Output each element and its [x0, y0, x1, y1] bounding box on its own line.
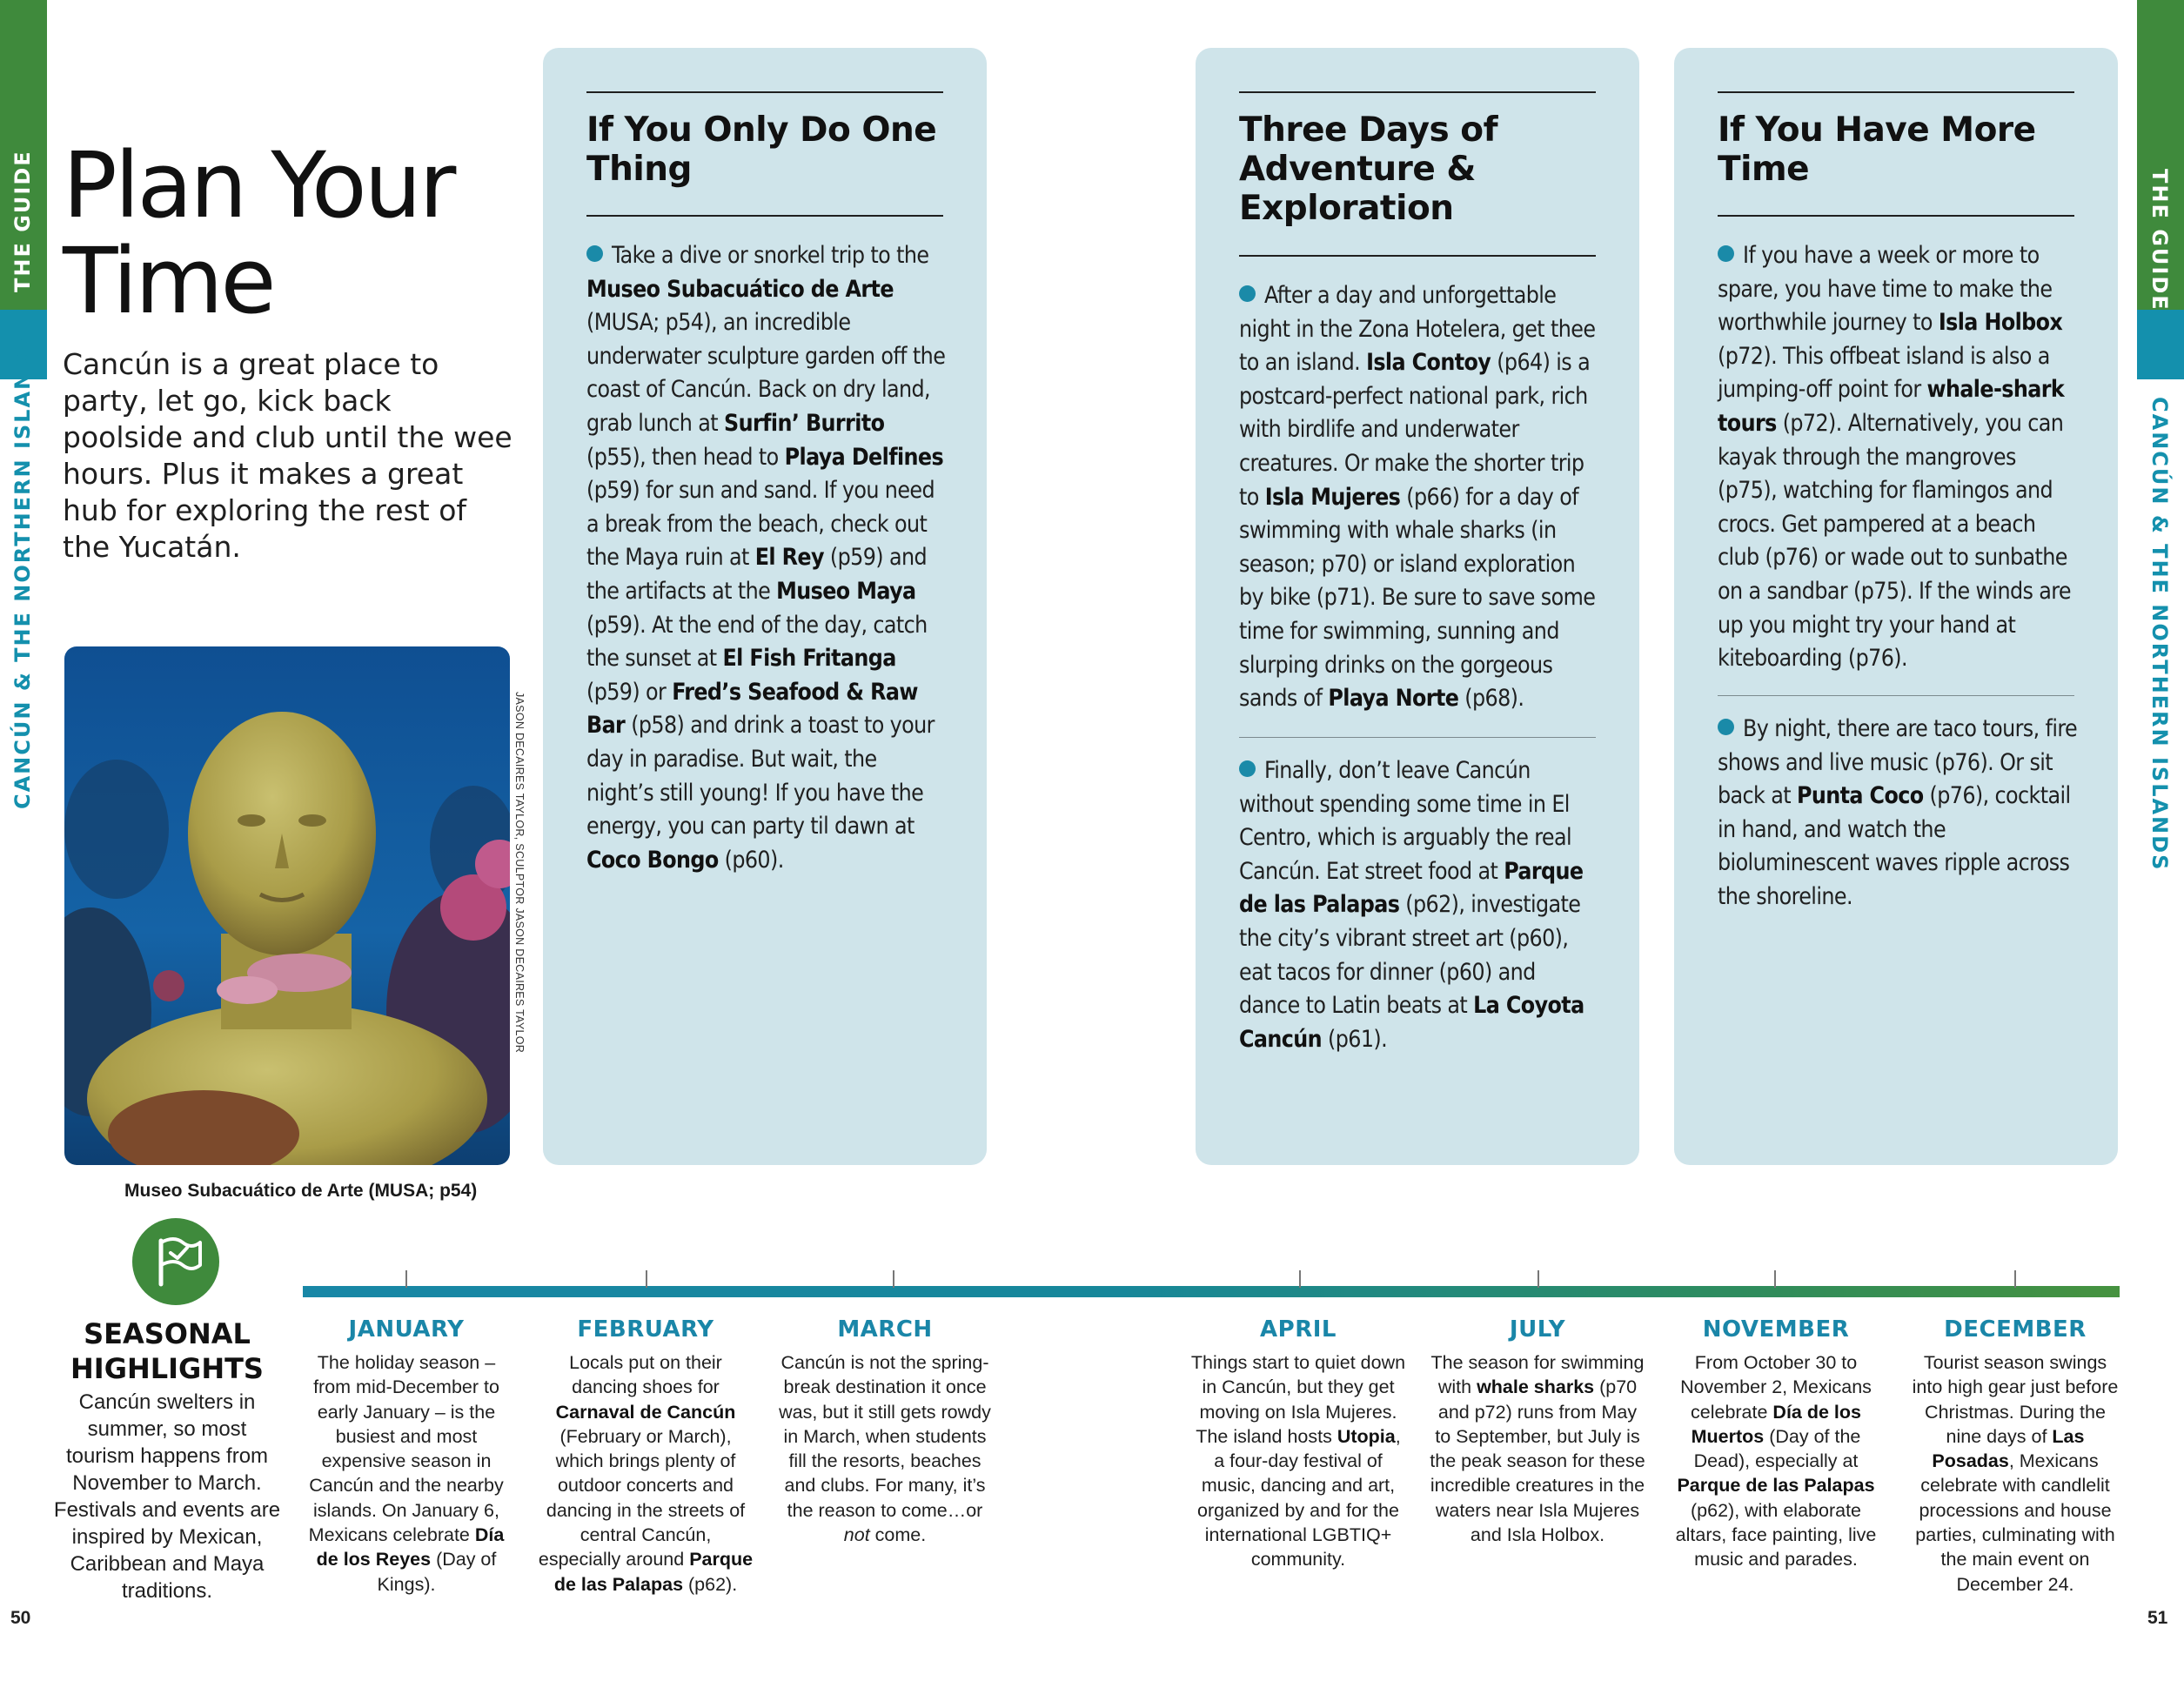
page-number-left: 50 — [10, 1608, 31, 1628]
flag-icon — [132, 1218, 219, 1305]
paragraph-divider — [1718, 695, 2074, 696]
card-paragraph — [1239, 754, 1601, 1056]
page-title — [63, 132, 454, 334]
right-chapter-label: CANCÚN & THE NORTHERN ISLANDS — [2147, 397, 2172, 872]
card-paragraph — [586, 239, 948, 877]
card-paragraph-text: Take a dive or snorkel trip to the Museo Subacuático de Arte (MUSA; p54), an incredible underwater sculpture garden off the coast of Cancún. Back on dry land, grab lunch at Surfin’ Burrito (p55), then head to Playa Delfines (p59) for sun and sand. If you need a break from the beach, check out the Maya ruin at El Rey (p59) and the artifacts at the Museo Maya (p59). At the end of the day, catch the sunset at El Fish Fritanga (p59) or Fred’s Seafood & Raw Bar (p58) and drink a toast to your day in paradise. But wait, the night’s still young! If you have the energy, you can party til dawn at Coco Bongo (p60). — [586, 242, 946, 874]
month-text: The holiday season – from mid-December to early January – is the busiest and most expensive season in Cancún and the nearby islands. On January 6, Mexicans celebrate Día de los Reyes (Day of Kings). — [308, 1352, 505, 1595]
month-heading: NOVEMBER — [1702, 1316, 1850, 1343]
card-title-rule — [1718, 215, 2074, 217]
card-more-time — [1674, 48, 2118, 1165]
card-title-rule — [1239, 255, 1596, 257]
card-paragraph-text: Finally, don’t leave Cancún without spending some time in El Centro, which is arguably the real Cancún. Eat street food at Parque de las Palapas (p62), investigate the city’s vibrant street art (p60), eat tacos for dinner (p60) and dance to Latin beats at La Coyota Cancún (p61). — [1239, 757, 1584, 1053]
right-chapter-tab-marker — [2137, 310, 2184, 379]
left-section-label: THE GUIDE — [10, 150, 35, 292]
timeline-bar — [303, 1286, 2120, 1297]
card-paragraph-text: If you have a week or more to spare, you have time to make the worthwhile journey to Isla Holbox (p72). This offbeat island is also a jumping-off point for whale-shark tours (p72). Alternatively, you can kayak through the mangroves (p75), watching for flamingos and crocs. Get pampered at a beach club (p76) or wade out to sunbathe on a sandbar (p75). If the winds are up you might try your hand at kiteboarding (p76). — [1718, 242, 2071, 673]
month-text: Cancún is not the spring-break destination it once was, but it still gets rowdy in March, when students fill the resorts, beaches and clubs. For many, it’s the reason to come…or not come. — [779, 1352, 991, 1546]
bullet-icon — [1239, 285, 1256, 302]
card-top-rule — [586, 91, 943, 93]
month-text: Things start to quiet down in Cancún, but they get moving on Isla Mujeres. The island hosts Utopia, a four-day festival of music, dancing and art, organized by and for the international LGBTIQ+ community. — [1190, 1352, 1406, 1570]
paragraph-divider — [1239, 737, 1596, 738]
bullet-icon — [1239, 760, 1256, 777]
card-paragraph — [1718, 239, 2080, 676]
timeline-tick — [2014, 1270, 2016, 1288]
month-heading: JULY — [1509, 1316, 1566, 1343]
month-heading: DECEMBER — [1944, 1316, 2087, 1343]
bullet-icon — [1718, 245, 1734, 262]
month-heading: FEBRUARY — [577, 1316, 714, 1343]
card-title: Three Days of Adventure & Exploration — [1239, 111, 1498, 228]
card-paragraph — [1239, 279, 1601, 716]
bullet-icon — [586, 245, 603, 262]
timeline-tick — [1538, 1270, 1539, 1288]
seasonal-highlights-intro: Cancún swelters in summer, so most tourism happens from November to March. Festivals and events are inspired by Mexican, Caribbean and Maya traditions. — [53, 1390, 281, 1603]
right-section-label: THE GUIDE — [2147, 169, 2172, 311]
seasonal-highlights-title: SEASONAL HIGHLIGHTS — [70, 1317, 264, 1385]
month-text: From October 30 to November 2, Mexicans celebrate Día de los Muertos (Day of the Dead), especially at Parque de las Palapas (p62), with elaborate altars, face painting, live music and parades. — [1675, 1352, 1877, 1570]
card-title-rule — [586, 215, 943, 217]
month-heading: JANUARY — [348, 1316, 465, 1343]
month-text: Tourist season swings into high gear just before Christmas. During the nine days of Las Posadas, Mexicans celebrate with candlelit processions and house parties, culminating with the main event on December 24. — [1912, 1352, 2119, 1595]
intro-text: Cancún is a great place to party, let go, kick back poolside and club until the wee hours. Plus it makes a great hub for exploring the rest of the Yucatán. — [63, 347, 513, 564]
month-text: Locals put on their dancing shoes for Carnaval de Cancún (February or March), which brings plenty of outdoor concerts and dancing in the streets of central Cancún, especially around Parque de las Palapas (p62). — [538, 1352, 754, 1595]
timeline-tick — [1299, 1270, 1301, 1288]
card-one-thing — [543, 48, 987, 1165]
musa-sculpture-photo — [64, 646, 510, 1165]
month-text: The season for swimming with whale sharks (p70 and p72) runs from May to September, but July is the peak season for these incredible creatures in the waters near Isla Mujeres and Isla Holbox. — [1430, 1352, 1645, 1546]
card-paragraph — [1718, 713, 2080, 914]
title-line-1: Plan Your — [63, 132, 454, 238]
timeline-tick — [646, 1270, 647, 1288]
left-chapter-label: CANCÚN & THE NORTHERN ISLANDS — [10, 334, 35, 809]
timeline-tick — [405, 1270, 407, 1288]
month-heading: APRIL — [1260, 1316, 1337, 1343]
timeline-tick — [1774, 1270, 1776, 1288]
page-number-right: 51 — [2147, 1608, 2168, 1628]
card-three-days — [1196, 48, 1639, 1165]
photo-credit: JASON DECAIRES TAYLOR, SCULPTOR JASON DECAIRES TAYLOR — [513, 692, 526, 1054]
bullet-icon — [1718, 719, 1734, 735]
timeline-tick — [893, 1270, 894, 1288]
title-line-2: Time — [63, 228, 274, 334]
month-heading: MARCH — [837, 1316, 933, 1343]
card-title: If You Only Do One Thing — [586, 111, 937, 189]
card-paragraph-text: After a day and unforgettable night in the Zona Hotelera, get thee to an island. Isla Contoy (p64) is a postcard-perfect national park, rich with birdlife and underwater creatures. Or make the shorter trip to Isla Mujeres (p66) for a day of swimming with whale sharks (in season; p70) or island exploration by bike (p71). Be sure to save some time for swimming, sunning and slurping drinks on the gorgeous sands of Playa Norte (p68). — [1239, 282, 1596, 713]
card-top-rule — [1718, 91, 2074, 93]
card-paragraph-text: By night, there are taco tours, fire shows and live music (p76). Or sit back at Punta Coco (p76), cocktail in hand, and watch the bioluminescent waves ripple across the shoreline. — [1718, 715, 2078, 910]
card-top-rule — [1239, 91, 1596, 93]
card-title: If You Have More Time — [1718, 111, 2036, 189]
photo-caption: Museo Subacuático de Arte (MUSA; p54) — [124, 1181, 478, 1201]
